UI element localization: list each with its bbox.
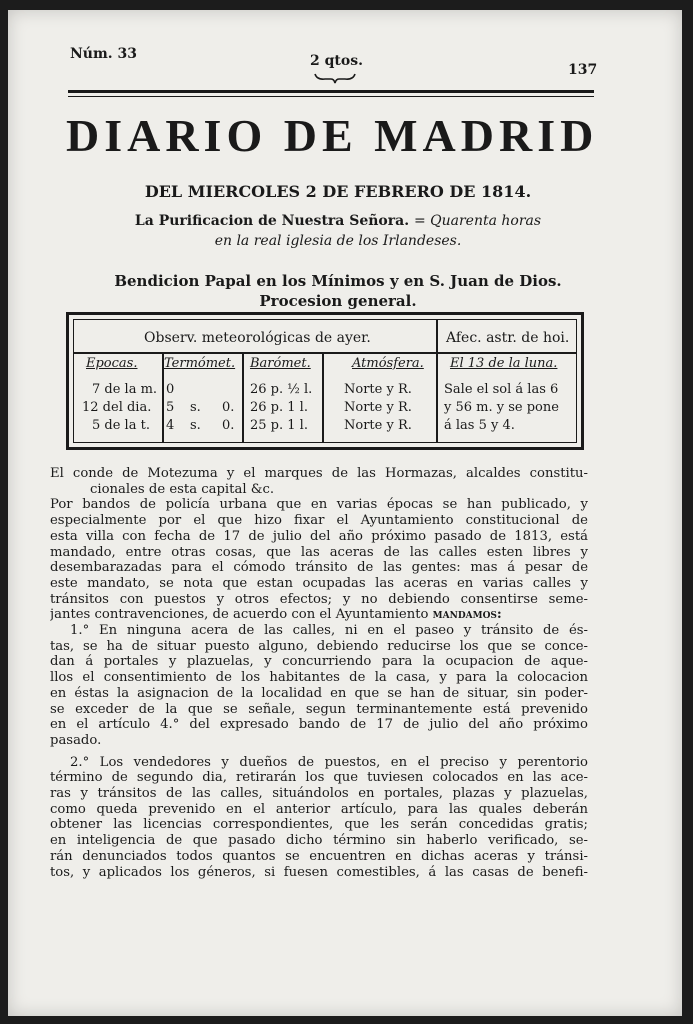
para2-line: 1.° En ninguna acera de las calles, ni en el paseo y tránsito de és- xyxy=(70,623,588,639)
para3-line: en inteligencia de que pasado dicho término sin haberlo verificado, se- xyxy=(50,833,588,849)
article-body xyxy=(50,466,588,880)
col-divider-2 xyxy=(242,352,244,442)
para3-line: como queda prevenido en el anterior artículo, para las quales deberán xyxy=(50,801,588,817)
astro-divider xyxy=(436,320,438,442)
saint-notice-line1 xyxy=(68,213,608,229)
row-epoch: 5 de la t. xyxy=(92,418,150,433)
mandamos-word: mandamos: xyxy=(432,607,502,623)
masthead-title: DIARIO DE MADRID xyxy=(66,110,599,161)
blessing-notice-line2: Procesion general. xyxy=(259,292,417,310)
row-therm-dir: s. xyxy=(190,418,201,433)
para3-line: tos, y aplicados los géneros, si fuesen comestibles, á las casas de benefi- xyxy=(50,864,588,880)
brace-ornament-icon xyxy=(313,72,357,84)
para1-line: desembarazadas para el cómodo tránsito de las gentes: mas á pesar de xyxy=(50,560,588,576)
issue-price: 2 qtos. xyxy=(310,53,363,69)
row-therm: 4 xyxy=(166,418,175,433)
para3-line: 2.° Los vendedores y dueños de puestos, en el preciso y perentorio xyxy=(70,754,588,770)
para2-line: tas, se ha de situar puesto alguno, debiendo reducirse los que se conce- xyxy=(50,638,588,654)
row-therm-val: 0. xyxy=(222,418,235,433)
row-atm: Norte y R. xyxy=(344,382,412,397)
col-header-barometer: Barómet. xyxy=(250,356,311,371)
row-epoch: 7 de la m. xyxy=(92,382,158,397)
para3-line: ras y tránsitos de las calles, situándolos en portales, plazas y plazuelas, xyxy=(50,786,588,802)
weather-table xyxy=(66,312,584,450)
para1-line: Por bandos de policía urbana que en varias épocas se han publicado, y xyxy=(50,497,588,513)
astro-line: Sale el sol á las 6 xyxy=(444,382,559,397)
para2-line: se exceder de la que se señale, segun terminantemente está prevenido xyxy=(50,701,588,717)
col-divider-3 xyxy=(322,352,324,442)
weather-title: Observ. meteorológicas de ayer. xyxy=(144,330,371,346)
row-epoch: 12 del dia. xyxy=(82,400,152,415)
para2-line: llos el consentimiento de los habitantes de la casa, y para la colocacion xyxy=(50,670,588,686)
row-atm: Norte y R. xyxy=(344,400,412,415)
intro-line: cionales de esta capital &c. xyxy=(90,481,275,497)
col-header-thermometer: Termómet. xyxy=(164,356,236,371)
weather-table-inner xyxy=(73,319,577,443)
para1-line: este mandato, se nota que estan ocupadas las aceras en varias calles y xyxy=(50,575,588,591)
col-header-epochs: Epocas. xyxy=(86,356,138,371)
row-therm-val: 0. xyxy=(222,400,235,415)
saint-notice-line2: en la real iglesia de los Irlandeses. xyxy=(214,233,462,249)
astro-title: Afec. astr. de hoi. xyxy=(446,330,570,346)
para1-line: mandado, entre otras cosas, que las aceras de las calles esten libres y xyxy=(50,544,588,560)
top-rule-thin xyxy=(68,96,594,97)
para2-line: en éstas la asignacion de la localidad en que se han de situar, sin poder- xyxy=(50,685,588,701)
top-rule-thick xyxy=(68,90,594,93)
row-therm: 5 xyxy=(166,400,175,415)
para1-line: esta villa con fecha de 17 de julio del año próximo pasado de 1813, está xyxy=(50,528,588,544)
col-header-moon: El 13 de la luna. xyxy=(450,356,558,371)
para1-last-line xyxy=(50,607,588,623)
astro-line: á las 5 y 4. xyxy=(444,418,515,433)
row-baro: 25 p. 1 l. xyxy=(250,418,308,433)
row-atm: Norte y R. xyxy=(344,418,412,433)
row-therm: 0 xyxy=(166,382,175,397)
para1-last-prefix: jantes contravenciones, de acuerdo con el Ayuntamiento xyxy=(50,607,429,623)
para3-line: término de segundo dia, retirarán los que tuviesen colocados en las ace- xyxy=(50,770,588,786)
blessing-notice-line1: Bendicion Papal en los Mínimos y en S. Juan de Dios. xyxy=(114,272,562,290)
para1-line: tránsitos con puestos y otros efectos; y no debiendo consentirse seme- xyxy=(50,591,588,607)
col-header-atmosphere: Atmósfera. xyxy=(352,356,424,371)
astro-line: y 56 m. y se pone xyxy=(444,400,559,415)
saint-notice-italic: = Quarenta horas xyxy=(413,213,542,229)
para2-line: dan á portales y plazuelas, y concurriendo para la ocupacion de aque- xyxy=(50,654,588,670)
saint-notice-bold: La Purificacion de Nuestra Señora. xyxy=(134,213,410,229)
newspaper-page xyxy=(8,10,682,1016)
intro-line: El conde de Motezuma y el marques de las Hormazas, alcaldes constitu- xyxy=(50,466,588,481)
page-number: 137 xyxy=(568,62,598,78)
header-divider xyxy=(74,352,576,354)
para2-end: pasado. xyxy=(50,732,102,748)
issue-number: Núm. 33 xyxy=(70,46,138,62)
para3-line: obtener las licencias correspondientes, que les serán concedidas gratis; xyxy=(50,817,588,833)
para2-line: en el artículo 4.° del expresado bando de 17 de julio del año próximo xyxy=(50,717,588,733)
masthead-date: DEL MIERCOLES 2 DE FEBRERO DE 1814. xyxy=(144,182,532,201)
row-baro: 26 p. ½ l. xyxy=(250,382,313,397)
row-baro: 26 p. 1 l. xyxy=(250,400,308,415)
para3-line: rán denunciados todos quantos se encuentren en dichas aceras y tránsi- xyxy=(50,848,588,864)
row-therm-dir: s. xyxy=(190,400,201,415)
para1-line: especialmente por el que hizo fixar el Ayuntamiento constitucional de xyxy=(50,513,588,529)
